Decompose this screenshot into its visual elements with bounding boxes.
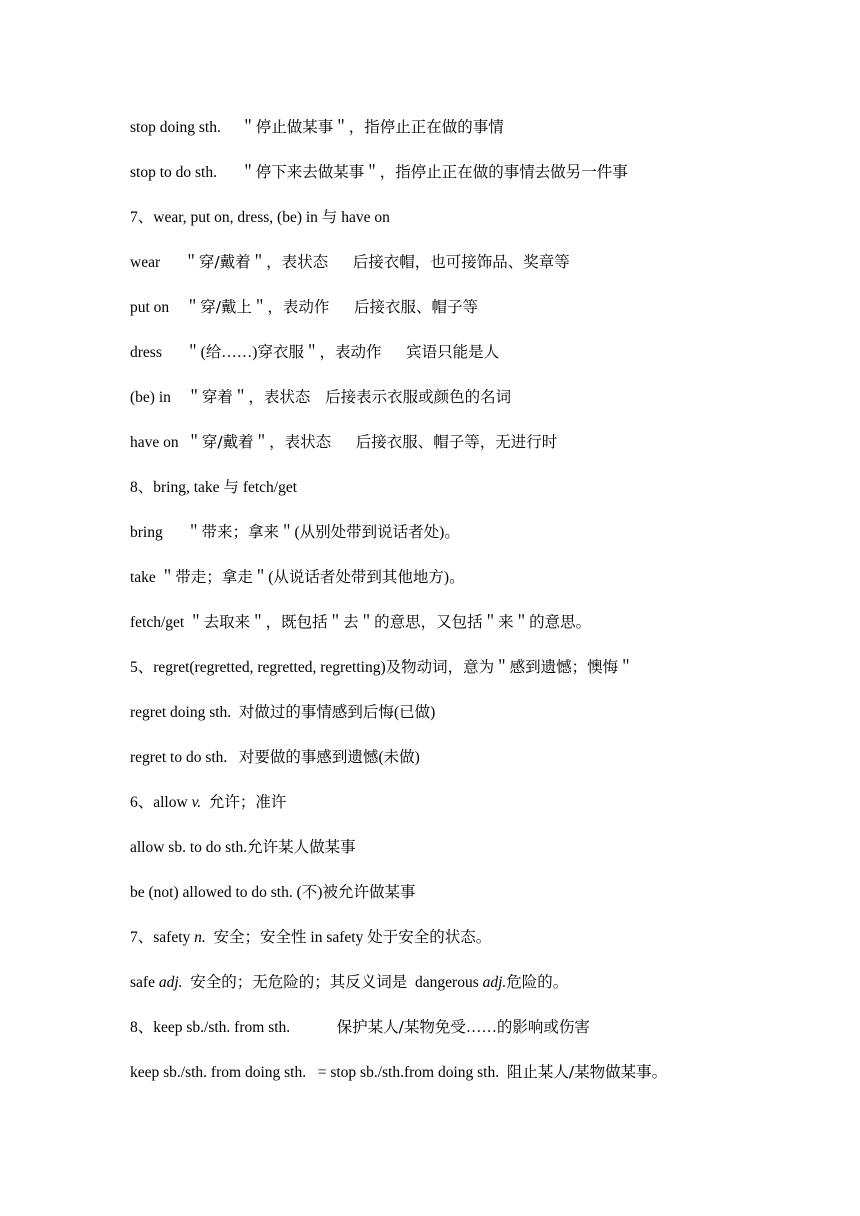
text-line: [130, 384, 830, 429]
text-run: 。: [449, 568, 465, 586]
text-run: ……: [465, 1019, 497, 1036]
text-run: 处于安全的状态。: [367, 928, 492, 946]
text-run: ＂带走；拿走＂: [159, 568, 269, 586]
text-run: ＂停止做某事＂，指停止正在做的事情: [240, 118, 504, 136]
text-run: [206, 929, 214, 946]
text-run: 对做过的事情感到后悔: [238, 703, 394, 721]
text-run: fetch/get: [130, 614, 189, 631]
text-line: [130, 609, 830, 654]
text-run: bring: [130, 524, 186, 541]
text-line: [130, 474, 830, 519]
text-run: regret to do sth.: [130, 749, 239, 766]
text-run: (: [268, 569, 274, 586]
text-run: n.: [194, 929, 206, 946]
text-run: keep sb./sth. from doing sth. = stop sb./sth.from doing sth.: [130, 1064, 507, 1081]
text-run: 危险的。: [506, 973, 569, 991]
text-run: ): [317, 884, 323, 901]
text-run: 及物动词，意为＂感到遗憾；懊悔＂: [385, 658, 634, 676]
text-run: 的影响或伤害: [496, 1018, 590, 1036]
text-run: 5、regret(regretted, regretted, regretting): [130, 659, 386, 676]
text-run: put on: [130, 299, 185, 316]
text-run: 已做: [399, 703, 431, 721]
text-lines: [130, 114, 830, 1104]
text-run: 7、wear, put on, dress, (be) in: [130, 209, 322, 226]
text-line: [130, 429, 830, 474]
text-run: 与: [321, 208, 338, 226]
text-run: 未做: [383, 748, 415, 766]
text-run: ＂穿/戴着＂，表状态 后接衣服、帽子等，无进行时: [186, 433, 558, 451]
text-run: 从说话者处带到其他地方: [273, 568, 444, 586]
text-run: 允许某人做某事: [247, 838, 356, 856]
text-line: [130, 204, 830, 249]
text-run: 给: [205, 343, 222, 361]
text-run: ): [430, 704, 436, 721]
text-run: (be) in: [130, 389, 187, 406]
text-run: have on: [130, 434, 187, 451]
text-run: adj.: [158, 974, 183, 991]
text-run: 保护某人/某物免受: [336, 1018, 466, 1036]
text-run: (: [393, 704, 400, 721]
text-line: [130, 924, 830, 969]
text-run: take: [130, 569, 160, 586]
text-run: 被允许做某事: [322, 883, 416, 901]
text-run: 从别处带到说话者处: [299, 523, 440, 541]
text-line: [130, 249, 830, 294]
text-run: 允许；准许: [208, 793, 287, 811]
text-line: [130, 339, 830, 384]
text-run: ＂停下来去做某事＂，指停止正在做的事情去做另一件事: [240, 163, 628, 181]
text-line: [130, 159, 830, 204]
text-run: ＂带来；拿来＂: [185, 523, 295, 541]
text-run: ): [443, 569, 450, 586]
text-run: allow sb. to do sth.: [130, 839, 248, 856]
text-run: safe: [130, 974, 159, 991]
text-run: 安全的；无危险的；其反义词是: [190, 973, 408, 991]
text-run: 对要做的事感到遗憾: [238, 748, 379, 766]
text-run: ): [414, 749, 420, 766]
text-run: 8、keep sb./sth. from sth.: [130, 1019, 337, 1036]
text-run: ): [439, 524, 445, 541]
text-line: [130, 114, 830, 159]
text-run: 阻止某人/某物做某事。: [506, 1063, 668, 1081]
text-run: be (not) allowed to do sth. (: [130, 884, 302, 901]
text-line: [130, 789, 830, 834]
text-line: [130, 519, 830, 564]
text-run: ＂穿/戴着＂，表状态 后接衣帽，也可接饰品、奖章等: [183, 253, 570, 271]
text-line: [130, 834, 830, 879]
text-run: 不: [301, 883, 318, 901]
text-line: [130, 654, 830, 699]
text-run: stop to do sth.: [130, 164, 241, 181]
text-run: (: [294, 524, 300, 541]
text-run: 穿衣服＂，表动作 宾语只能是人: [257, 343, 500, 361]
text-run: 安全；安全性: [213, 928, 307, 946]
text-line: [130, 969, 830, 1014]
text-line: [130, 294, 830, 339]
text-run: [201, 794, 209, 811]
text-run: 7、safety: [130, 929, 195, 946]
text-run: dress ＂(: [130, 344, 206, 361]
text-run: regret doing sth.: [130, 704, 239, 721]
text-line: [130, 879, 830, 924]
text-run: 与: [223, 478, 239, 496]
text-run: 8、bring, take: [130, 479, 224, 496]
text-run: ＂穿着＂，表状态 后接表示衣服或颜色的名词: [186, 388, 512, 406]
text-run: (: [378, 749, 384, 766]
text-run: dangerous: [407, 974, 483, 991]
text-line: [130, 699, 830, 744]
text-run: 6、allow: [130, 794, 192, 811]
text-line: [130, 1059, 830, 1104]
text-run: stop doing sth.: [130, 119, 241, 136]
text-run: fetch/get: [238, 479, 298, 496]
text-run: adj.: [482, 974, 507, 991]
text-run: have on: [337, 209, 390, 226]
text-run: ＂去取来＂，既包括＂去＂的意思，又包括＂来＂的意思。: [188, 613, 592, 631]
text-line: [130, 744, 830, 789]
text-run: wear: [130, 254, 184, 271]
text-run: ……): [221, 344, 258, 361]
text-run: v.: [191, 794, 202, 811]
text-run: ＂穿/戴上＂，表动作 后接衣服、帽子等: [184, 298, 479, 316]
text-run: in safety: [306, 929, 368, 946]
text-line: [130, 1014, 830, 1059]
text-run: 。: [444, 523, 460, 541]
text-line: [130, 564, 830, 609]
